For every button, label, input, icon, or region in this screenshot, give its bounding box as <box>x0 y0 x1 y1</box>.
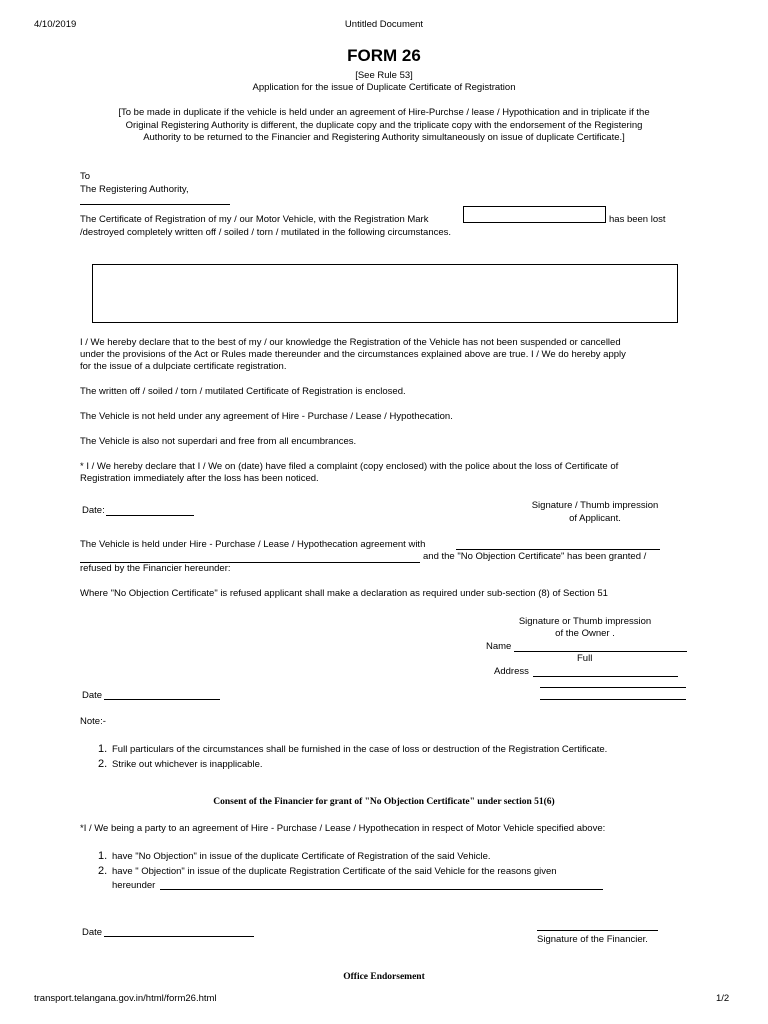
consent-intro: *I / We being a party to an agreement of Hire - Purchase / Lease / Hypothecation in respect of Motor Vehicle specified above: <box>80 823 606 834</box>
financier-date-field[interactable] <box>104 936 254 937</box>
consent-heading: Consent of the Financier for grant of "No Objection Certificate" under section 51(6) <box>213 797 555 807</box>
owner-address-field-2[interactable] <box>540 687 686 688</box>
form-title: FORM 26 <box>347 46 421 65</box>
applicant-date-label: Date: <box>82 505 105 516</box>
note-item-text: Full particulars of the circumstances shall be furnished in the case of loss or destruction of the Registration Certificate. <box>112 744 608 755</box>
rule-reference: [See Rule 53] <box>355 70 413 81</box>
applicant-signature-label: Signature / Thumb impression <box>531 500 659 511</box>
authority-address-line[interactable] <box>80 204 230 205</box>
owner-name-field[interactable] <box>514 651 687 652</box>
instruction-line-3: Authority to be returned to the Financier and Registering Authority simultaneously on issue of duplicate Certificate.] <box>143 132 625 143</box>
applicant-date-field[interactable] <box>106 515 194 516</box>
note-item-number: 1. <box>98 743 108 755</box>
owner-signature-label: Signature or Thumb impression <box>518 616 652 627</box>
page-number: 1/2 <box>716 993 730 1004</box>
instruction-line-2: Original Registering Authority is different, the duplicate copy and the triplicate copy with the endorsement of the Registering <box>125 120 643 131</box>
to-label: To <box>80 171 91 182</box>
consent-item-text: have "No Objection" in issue of the duplicate Certificate of Registration of the said Vehicle. <box>112 851 491 862</box>
document-title: Untitled Document <box>344 19 424 30</box>
refused-text: refused by the Financier hereunder: <box>80 563 231 574</box>
certificate-text: The Certificate of Registration of my / our Motor Vehicle, with the Registration Mark <box>80 214 429 225</box>
owner-address-field-1[interactable] <box>533 676 678 677</box>
consent-item-1 <box>98 850 491 862</box>
owner-date-field[interactable] <box>104 699 220 700</box>
lost-text: has been lost <box>609 214 666 225</box>
owner-name-label: Name <box>486 641 512 652</box>
note-item-number: 2. <box>98 758 108 770</box>
financier-name-field[interactable] <box>456 549 660 550</box>
note-label: Note:- <box>80 716 106 727</box>
noc-refused-text: Where "No Objection Certificate" is refused applicant shall make a declaration as required under sub-section (8) of Section 51 <box>80 588 608 599</box>
declaration-line-2: under the provisions of the Act or Rules made thereunder and the circumstances explained above are true. I / We do hereby apply <box>80 349 626 360</box>
print-date: 4/10/2019 <box>34 19 77 30</box>
note-item-text: Strike out whichever is inapplicable. <box>112 759 263 770</box>
financier-signature-field[interactable] <box>537 930 658 931</box>
police-complaint-line-2: Registration immediately after the loss has been noticed. <box>80 473 319 484</box>
owner-full-label: Full <box>577 653 593 664</box>
consent-item-number: 1. <box>98 850 108 862</box>
police-complaint-line-1: * I / We hereby declare that I / We on (date) have filed a complaint (copy enclosed) with the police about the loss of Certificate of <box>80 461 619 472</box>
owner-signature-label-2: of the Owner . <box>555 628 615 639</box>
hire-agreement-text: The Vehicle is held under Hire - Purchase / Lease / Hypothecation agreement with <box>80 539 426 550</box>
owner-date-label: Date <box>82 690 103 701</box>
enclosed-statement: The written off / soiled / torn / mutilated Certificate of Registration is enclosed. <box>80 386 406 397</box>
declaration-line-3: for the issue of a dulpciate certificate registration. <box>80 361 287 372</box>
noc-granted-text: and the "No Objection Certificate" has been granted / <box>423 551 647 562</box>
financier-date-label: Date <box>82 927 103 938</box>
consent-item-text: have " Objection" in issue of the duplicate Registration Certificate of the said Vehicle for the reasons given <box>112 866 557 877</box>
consent-item-2 <box>98 865 557 877</box>
financier-signature-label: Signature of the Financier. <box>537 934 648 945</box>
registering-authority: The Registering Authority, <box>80 184 189 195</box>
circumstances-textarea[interactable] <box>92 264 678 323</box>
office-endorsement-heading: Office Endorsement <box>343 972 425 982</box>
instruction-line-1: [To be made in duplicate if the vehicle is held under an agreement of Hire-Purchse / lease / Hypothication and in triplicate if the <box>118 107 650 118</box>
no-agreement-statement: The Vehicle is not held under any agreement of Hire - Purchase / Lease / Hypothecation. <box>80 411 453 422</box>
page-url: transport.telangana.gov.in/html/form26.html <box>34 993 217 1004</box>
applicant-signature-label-2: of Applicant. <box>569 513 621 524</box>
registration-mark-field[interactable] <box>463 206 606 223</box>
declaration-line-1: I / We hereby declare that to the best of my / our knowledge the Registration of the Vehicle has not been suspended or cancelled <box>80 337 621 348</box>
owner-address-field-3[interactable] <box>540 699 686 700</box>
encumbrance-statement: The Vehicle is also not superdari and free from all encumbrances. <box>80 436 357 447</box>
note-item-1 <box>98 743 607 755</box>
reasons-field[interactable] <box>160 889 603 890</box>
consent-item-number: 2. <box>98 865 108 877</box>
reasons-label: hereunder <box>112 880 156 891</box>
circumstances-text: /destroyed completely written off / soiled / torn / mutilated in the following circumstances. <box>80 227 452 238</box>
form-subtitle: Application for the issue of Duplicate Certificate of Registration <box>252 82 516 93</box>
owner-address-label: Address <box>494 666 529 677</box>
note-item-2 <box>98 758 263 770</box>
